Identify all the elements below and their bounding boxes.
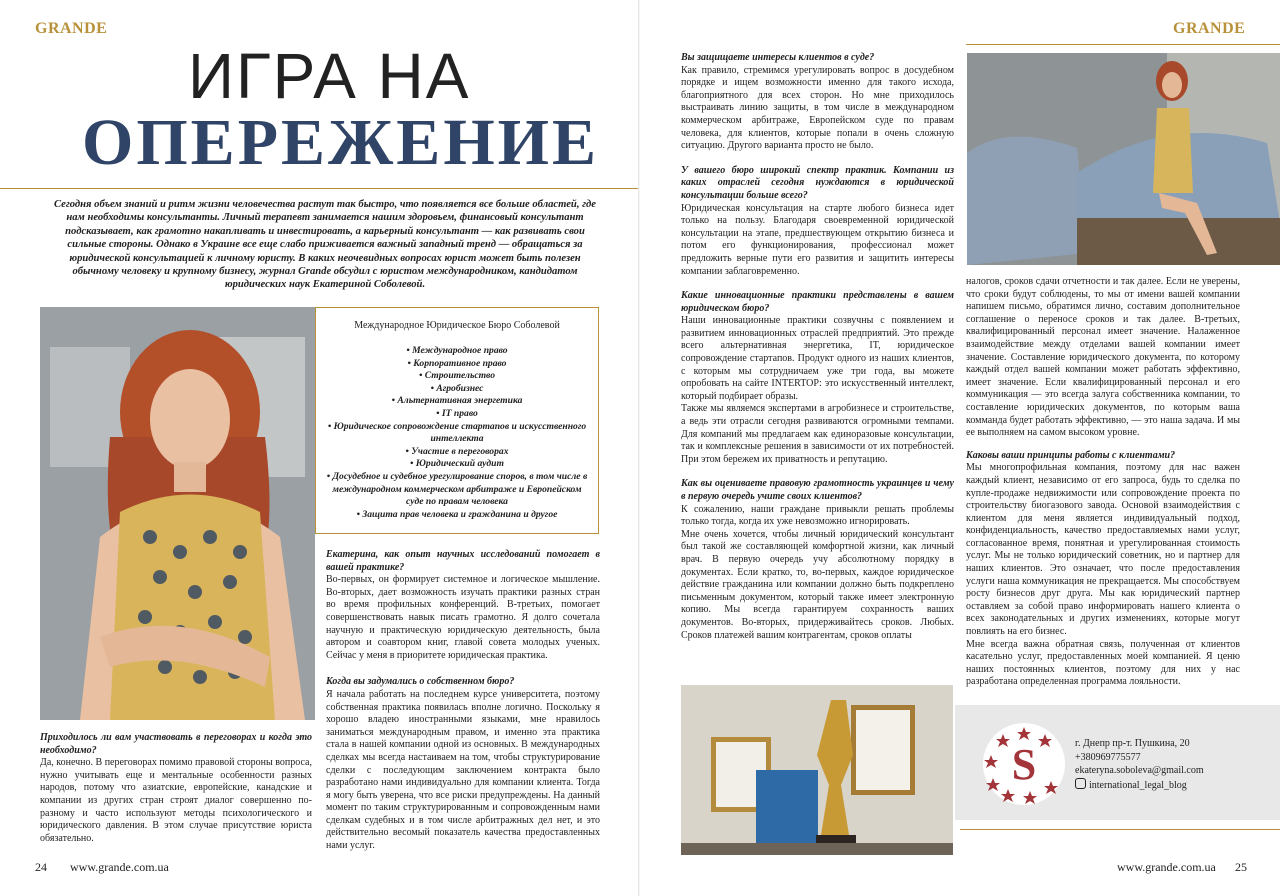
contact-panel [955, 705, 1280, 820]
email-text[interactable]: ekateryna.soboleva@gmail.com [1075, 765, 1204, 776]
services-title: Международное Юридическое Бюро Соболевой [354, 320, 560, 331]
title-line-2: ОПЕРЕЖЕНИЕ [82, 106, 600, 179]
question: Каковы ваши принципы работы с клиентами? [966, 449, 1176, 461]
contact-info [1075, 737, 1204, 792]
company-logo [983, 723, 1065, 805]
service-item: • Альтернативная энергетика [391, 395, 523, 407]
question: Когда вы задумались о собственном бюро? [326, 676, 515, 688]
service-item: • Международное право [406, 345, 508, 356]
answer: Наши инновационные практики созвучны с появлением и развитием инновационных отраслей предприятий. Это прежде всего альтернативная энергетика, IT, юридическое сопровождение стартапов. Продукт одного из наших клиентов, с которым мы сотрудничаем уже три года, вы можете опробовать на сайте INTERTOP: это искусственный интеллект, который подбирает образы. [681, 315, 954, 402]
question: У вашего бюро широкий спектр практик. Компании из каких отраслей сегодня нуждаются в юридической консультации больше всего? [681, 164, 954, 201]
logo-mark [983, 723, 1065, 805]
footer-divider [960, 829, 1280, 830]
answer: Мы многопрофильная компания, поэтому для нас важен каждый клиент, независимо от его запроса, будь то сделка по купле-продаже недвижимости или сопровождение проекта по строительству биогазового завода. Основой взаимодействия с клиентом для меня является индивидуальный подход, конфиденциальность, качество предоставляемых нами услуг, согласованное время, понятная и урегулированная стоимость услуг. Мы не только юридический советник, но и партнер для наших клиентов. Это означает, что после предоставления услуги наша коммуникация не прекращается. Мы способствуем росту бизнесов друг друга. Мы как юридический партнер оставляем за собой право информировать нашего клиента о всех законодательных и других изменениях, которые могут повлиять на его бизнес. [966, 462, 1240, 638]
answer: Да, конечно. В переговорах помимо правовой стороны вопроса, нужно учитывать еще и ментальные особенности разных народов, потому что азиатские, европейские, канадские и компании из других стран строят диалог совершенно по-разному и часто используют методы психологического и юридического давления. В этом случае присутствие юриста обязательно. [40, 757, 312, 844]
instagram-icon [1075, 778, 1086, 789]
middle-column [326, 549, 600, 853]
answer: налогов, сроков сдачи отчетности и так далее. Если не уверены, что сроки будут соблюдены, то мы от имени вашей компании напишем письмо, обратимся лично, составим дополнительное соглашение о переносе сроков и так далее. В-третьих, квалифицированный персонал имеет значение. Налаженное взаимодействие между отделами вашей компании имеет значение. Составление юридического документа, по которому каждый отдел вашей компании может работать эффективно, имеет значение. Если квалифицированный персонал и его коммуникация — это всегда залуга собственника компании, то составление юридических документов, по которым ваша комманда будет работать эффективно, — это наша задача. И мы ее выполняем на самом высоком уровне. [966, 276, 1240, 439]
award-illustration [681, 685, 953, 855]
question: Вы защищаете интересы клиентов в суде? [681, 52, 875, 63]
question: Приходилось ли вам участвовать в переговорах и когда это необходимо? [40, 732, 312, 756]
answer: Во-первых, он формирует системное и логическое мышление. Во-вторых, дает возможность изучать практики разных стран во время профильных конференций. В-третьих, помогает совершенствовать навык писать грамотно. Я долго сочетала научную и практическую юридическую деятельность, была автором и соавтором книг, главой совета молодых ученых. Сейчас у меня в приоритете юридическая практика. [326, 574, 600, 661]
service-item: • Юридический аудит [410, 458, 504, 470]
service-item: • Строительство [418, 370, 496, 382]
answer: Юридическая консультация на старте любого бизнеса идет только на пользу. Благодаря своевременной юридической консультации на этапе, предшествующем открытию бизнеса и потом его функционирования, профессионал может предложить верные пути его развития и защитить интересы компании заблаговременно. [681, 202, 954, 277]
question: Какие инновационные практики представлены в вашем юридическом бюро? [681, 290, 954, 314]
award-photo [681, 685, 953, 855]
page-number-right: 25 [1235, 860, 1247, 874]
answer: К сожалению, наши граждане привыкли решать проблемы только тогда, когда их уже невозможно игнорировать. [681, 503, 954, 528]
right-column-1 [681, 52, 954, 642]
instagram-handle: international_legal_blog [1089, 779, 1187, 791]
brand-logo: GRANDE [35, 20, 108, 37]
footer-site-left[interactable]: www.grande.com.ua [70, 860, 169, 874]
services-box [315, 307, 599, 534]
sofa-photo [967, 53, 1280, 265]
header-divider [966, 44, 1280, 45]
instagram-row[interactable] [1075, 778, 1204, 793]
answer: Я начала работать на последнем курсе университета, поэтому собственная практика появилась вполне логично. Поскольку я хорошо владею иностранными языками, мне нравилось заниматься международным правом, и именно эта практика стала в нашей компании одной из основных. В международных сделках мы всегда настаиваем на том, чтобы структурирование сделки с последующим заключением контракта было разработано нами индивидуально для компании клиента. Тогда я могу быть уверена, что все риски предупреждены. На данный момент по таким структурированным и сопровожденным нами сделкам судебных и в том числе арбитражных дел нет, и это действительно весомый показатель качества предоставленных нами услуг. [326, 688, 600, 852]
answer: Мне очень хочется, чтобы личный юридический консультант был такой же составляющей комфортной жизни, как личный врач. В первую очередь учу абсолютному порядку в документах. Если кратко, то, во-первых, каждое юридическое действие гражданина или компании должно быть подкреплено письменным документом, который также имеет электронную копию. Мы всегда гарантируем сохранность ваших документов. Во-вторых, придерживайтесь сроков. Любых. Сроков платежей вашим контрагентам, сроков оплаты [681, 528, 954, 641]
brand-logo: GRANDE [1173, 20, 1246, 37]
question: Как вы оцениваете правовую грамотность украинцев и чему в первую очередь учите своих клиентов? [681, 478, 954, 502]
answer: Также мы являемся экспертами в агробизнесе и строительстве, а ведь эти отрасли сегодня развиваются огромными темпами. Для компаний мы предлагаем как единоразовые консультации, так и комплексные решения в зависимости от их потребностей. При этом бережем их приватность и репутацию. [681, 403, 954, 465]
sofa-illustration [967, 53, 1280, 265]
phone-text[interactable]: +380969775577 [1075, 751, 1141, 763]
intro-paragraph: Сегодня объем знаний и ритм жизни человечества растут так быстро, что появляется все больше областей, где нам необходимы консультанты. Личный терапевт занимается нашим здоровьем, финансовый консультант подсказывает, как грамотно накапливать и инвестировать, а карьерный консультант — как развивать свои сильные стороны. Однако в Украине все еще слабо приживается важный западный тренд — обращаться за юридической консультацией к личному юристу. В каких неочевидных вопросах юрист может быть полезен обычному человеку и крупному бизнесу, журнал Grande обсудил с юристом международником, кандидатом юридических наук Екатериной Соболевой. [54, 199, 596, 291]
page-number-left: 24 [35, 860, 47, 874]
title-divider [0, 188, 640, 189]
service-item: • Агробизнес [430, 382, 484, 394]
question: Екатерина, как опыт научных исследований помогает в вашей практике? [326, 549, 600, 573]
service-item: • Защита прав человека и гражданина и другое [356, 508, 558, 520]
service-item: • Корпоративное право [407, 357, 507, 369]
service-item: • Юридическое сопровождение стартапов и искусственного интеллекта [327, 420, 587, 445]
answer: Мне всегда важна обратная связь, полученная от клиентов касательно услуг, предоставленных моей компанией. Я ценю наших постоянных клиентов, поэтому для них у нас разработана определенная программа лояльности. [966, 638, 1240, 688]
address-text: г. Днепр пр-т. Пушкина, 20 [1075, 738, 1190, 749]
service-item: • Участие в переговорах [405, 445, 509, 457]
portrait-illustration [40, 307, 315, 720]
answer: Как правило, стремимся урегулировать вопрос в досудебном порядке и ищем возможности именно для такого исхода, благоприятного для всех сторон. Но мне приходилось выстраивать линию защиты, в том числе в международном коммерческом арбитраже, Европейском суде по правам человека, для клиентов, которые попали в очень сложную ситуацию. Другого варианта просто не было. [681, 64, 954, 152]
footer-site-right[interactable]: www.grande.com.ua [1117, 860, 1216, 874]
right-column-2 [966, 276, 1240, 689]
title-line-1: ИГРА НА [188, 40, 471, 112]
services-list [316, 345, 598, 521]
logo-letter: S [1011, 740, 1037, 789]
left-column [40, 732, 312, 845]
service-item: • IT право [436, 407, 478, 419]
service-item: • Досудебное и судебное урегулирование споров, в том числе в международном коммерческом арбитраже и Европейском суде по правам человека [326, 470, 588, 508]
portrait-photo [40, 307, 315, 720]
